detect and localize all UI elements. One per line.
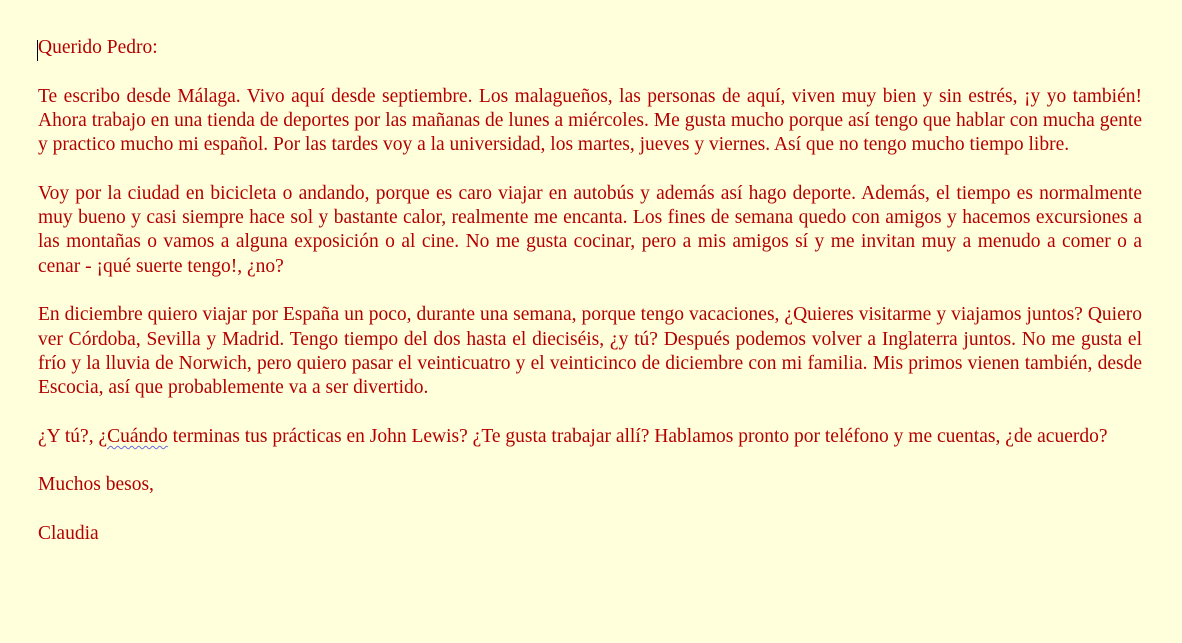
letter-paragraph-4 bbox=[38, 425, 1142, 449]
letter-greeting: Querido Pedro: bbox=[38, 37, 158, 58]
spellcheck-word[interactable]: ¿Cuándo bbox=[98, 425, 168, 447]
letter-signature: Claudia bbox=[38, 522, 99, 544]
question-intro: ¿Y tú?, bbox=[38, 425, 99, 447]
letter-document[interactable] bbox=[38, 36, 1142, 571]
question-rest: terminas tus prácticas en John Lewis? ¿Te gusta trabajar allí? Hablamos pronto por teléfono y me cuentas, ¿de acuerdo? bbox=[167, 425, 1108, 447]
letter-closing: Muchos besos, bbox=[38, 474, 154, 496]
letter-paragraph-2: Voy por la ciudad en bicicleta o andando, porque es caro viajar en autobús y además así hago deporte. Además, el tiempo es normalmente muy bueno y casi siempre hace sol y bastante calor, realmente me encanta. Los fines de semana quedo con amigos y hacemos excursiones a las montañas o vamos a alguna exposición o al cine. No me gusta cocinar, pero a mis amigos sí y me invitan muy a menudo a comer o a cenar - ¡qué suerte tengo!, ¿no? bbox=[38, 182, 1142, 277]
letter-paragraph-3: En diciembre quiero viajar por España un poco, durante una semana, porque tengo vacaciones, ¿Quieres visitarme y viajamos juntos? Quiero ver Córdoba, Sevilla y Madrid. Tengo tiempo del dos hasta el dieciséis, ¿y tú? Después podemos volver a Inglaterra juntos. No me gusta el frío y la lluvia de Norwich, pero quiero pasar el veinticuatro y el veinticinco de diciembre con mi familia. Mis primos vienen también, desde Escocia, así que probablemente va a ser divertido. bbox=[38, 304, 1142, 399]
letter-paragraph-1: Te escribo desde Málaga. Vivo aquí desde septiembre. Los malagueños, las personas de aquí, viven muy bien y sin estrés, ¡y yo también! Ahora trabajo en una tienda de deportes por las mañanas de lunes a miércoles. Me gusta mucho porque así tengo que hablar con mucha gente y practico mucho mi español. Por las tardes voy a la universidad, los martes, jueves y viernes. Así que no tengo mucho tiempo libre. bbox=[38, 85, 1142, 156]
text-cursor bbox=[37, 40, 38, 61]
